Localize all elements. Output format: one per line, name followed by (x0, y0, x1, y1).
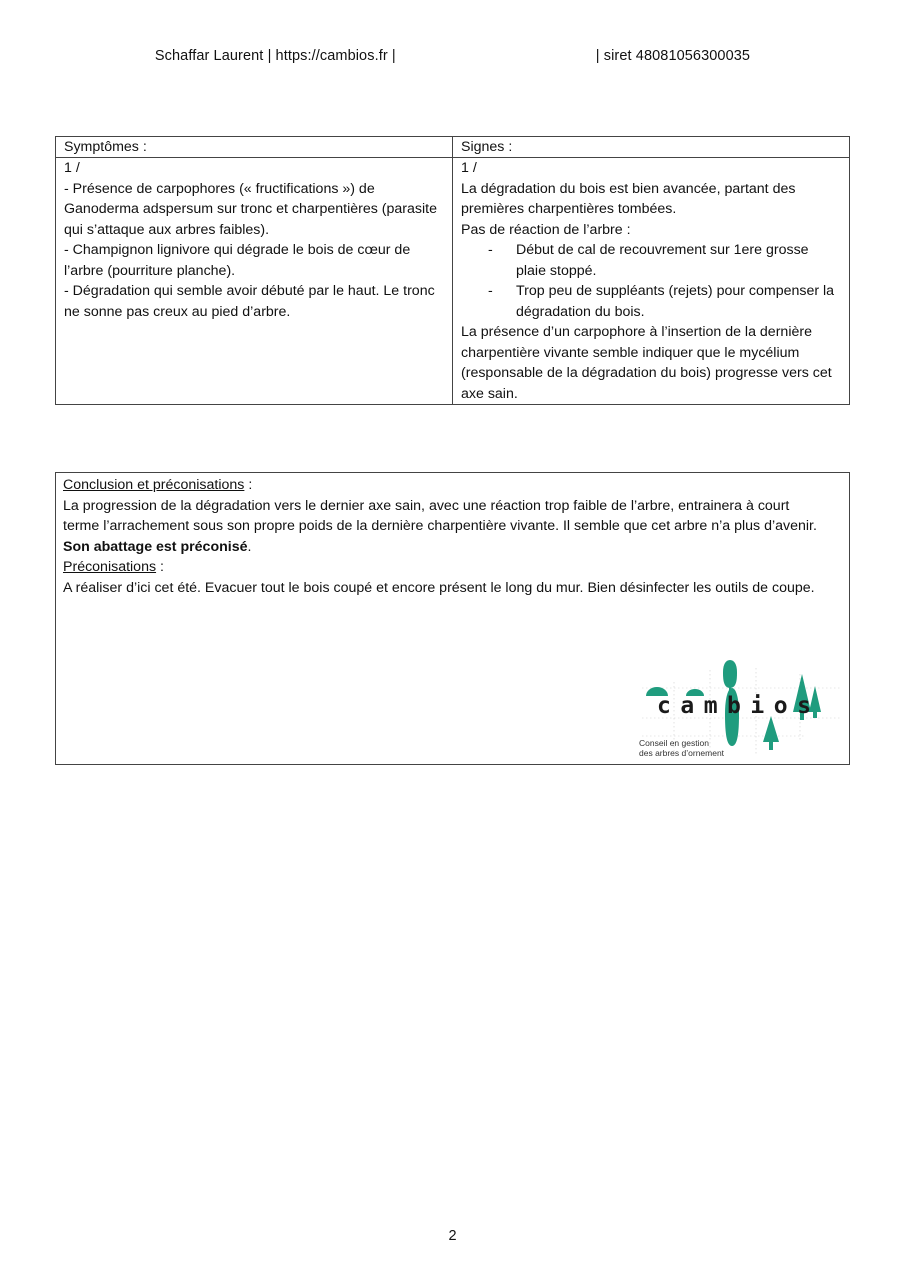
verdict-end: . (247, 538, 252, 555)
recs-title-line (63, 557, 829, 578)
logo-tagline (639, 738, 724, 758)
list-item (461, 281, 842, 322)
symptoms-cell (56, 158, 453, 405)
signs-header: Signes : (453, 137, 850, 158)
verdict-bold: Son abattage est préconisé (63, 538, 248, 555)
header-siret: | siret 48081056300035 (595, 48, 751, 64)
header-contact: Schaffar Laurent | https://cambios.fr | (154, 48, 396, 64)
table-row (56, 158, 850, 405)
signs-cell (453, 158, 850, 405)
table-header-row (56, 137, 850, 158)
pine-icon (763, 716, 779, 750)
logo-tagline-line: des arbres d’ornement (639, 748, 725, 758)
signs-no-reaction: Pas de réaction de l’arbre : (461, 221, 631, 238)
signs-closing: La présence d’un carpophore à l’insertion de la dernière charpentière vivante semble indiquer que le mycélium (responsable de la dégradation du bois) progresse vers cet axe sain. (461, 324, 832, 402)
page-header (0, 48, 905, 64)
logo-tagline-line: Conseil en gestion (639, 738, 709, 748)
symptom-line: - Champignon lignivore qui dégrade le bois de cœur de l’arbre (pourriture planche). (64, 242, 411, 279)
conclusion-verdict (63, 537, 829, 558)
symptoms-index: 1 / (64, 160, 80, 176)
logo-wordmark: cambios (657, 693, 821, 719)
signs-intro: La dégradation du bois est bien avancée, partant des premières charpentières tombées. (461, 180, 796, 217)
page-number: 2 (448, 1228, 457, 1244)
signs-bullet-list (461, 240, 842, 322)
symptoms-signs-table (55, 136, 850, 405)
symptoms-header: Symptômes : (56, 137, 453, 158)
signs-index: 1 / (461, 160, 477, 176)
bullet-dash: - (488, 242, 493, 258)
conclusion-title: Conclusion et préconisations (63, 477, 245, 493)
list-item (461, 240, 842, 281)
bullet-dash: - (488, 283, 493, 299)
recs-title: Préconisations (63, 559, 157, 575)
symptom-line: - Présence de carpophores (« fructifications ») de Ganoderma adspersum sur tronc et charpentières (parasite qui s’attaque aux arbres faibles). (64, 180, 437, 238)
recs-title-suffix: : (156, 559, 164, 575)
conclusion-title-line (63, 475, 829, 496)
conclusion-title-suffix: : (244, 477, 253, 493)
conclusion-text: La progression de la dégradation vers le dernier axe sain, avec une réaction trop faible de l’arbre, entrainera à court terme l’arrachement sous son propre poids de la dernière charpentière vivante. Il semble que cet arbre n’a plus d’avenir. (63, 497, 817, 534)
bullet-text: Trop peu de suppléants (rejets) pour compenser la dégradation du bois. (516, 283, 835, 320)
symptom-line: - Dégradation qui semble avoir débuté par le haut. Le tronc ne sonne pas creux au pied d’arbre. (64, 283, 435, 320)
bullet-text: Début de cal de recouvrement sur 1ere grosse plaie stoppé. (516, 242, 809, 279)
recs-text: A réaliser d’ici cet été. Evacuer tout le bois coupé et encore présent le long du mur. Bien désinfecter les outils de coupe. (63, 579, 815, 596)
tree-icon (723, 660, 737, 688)
